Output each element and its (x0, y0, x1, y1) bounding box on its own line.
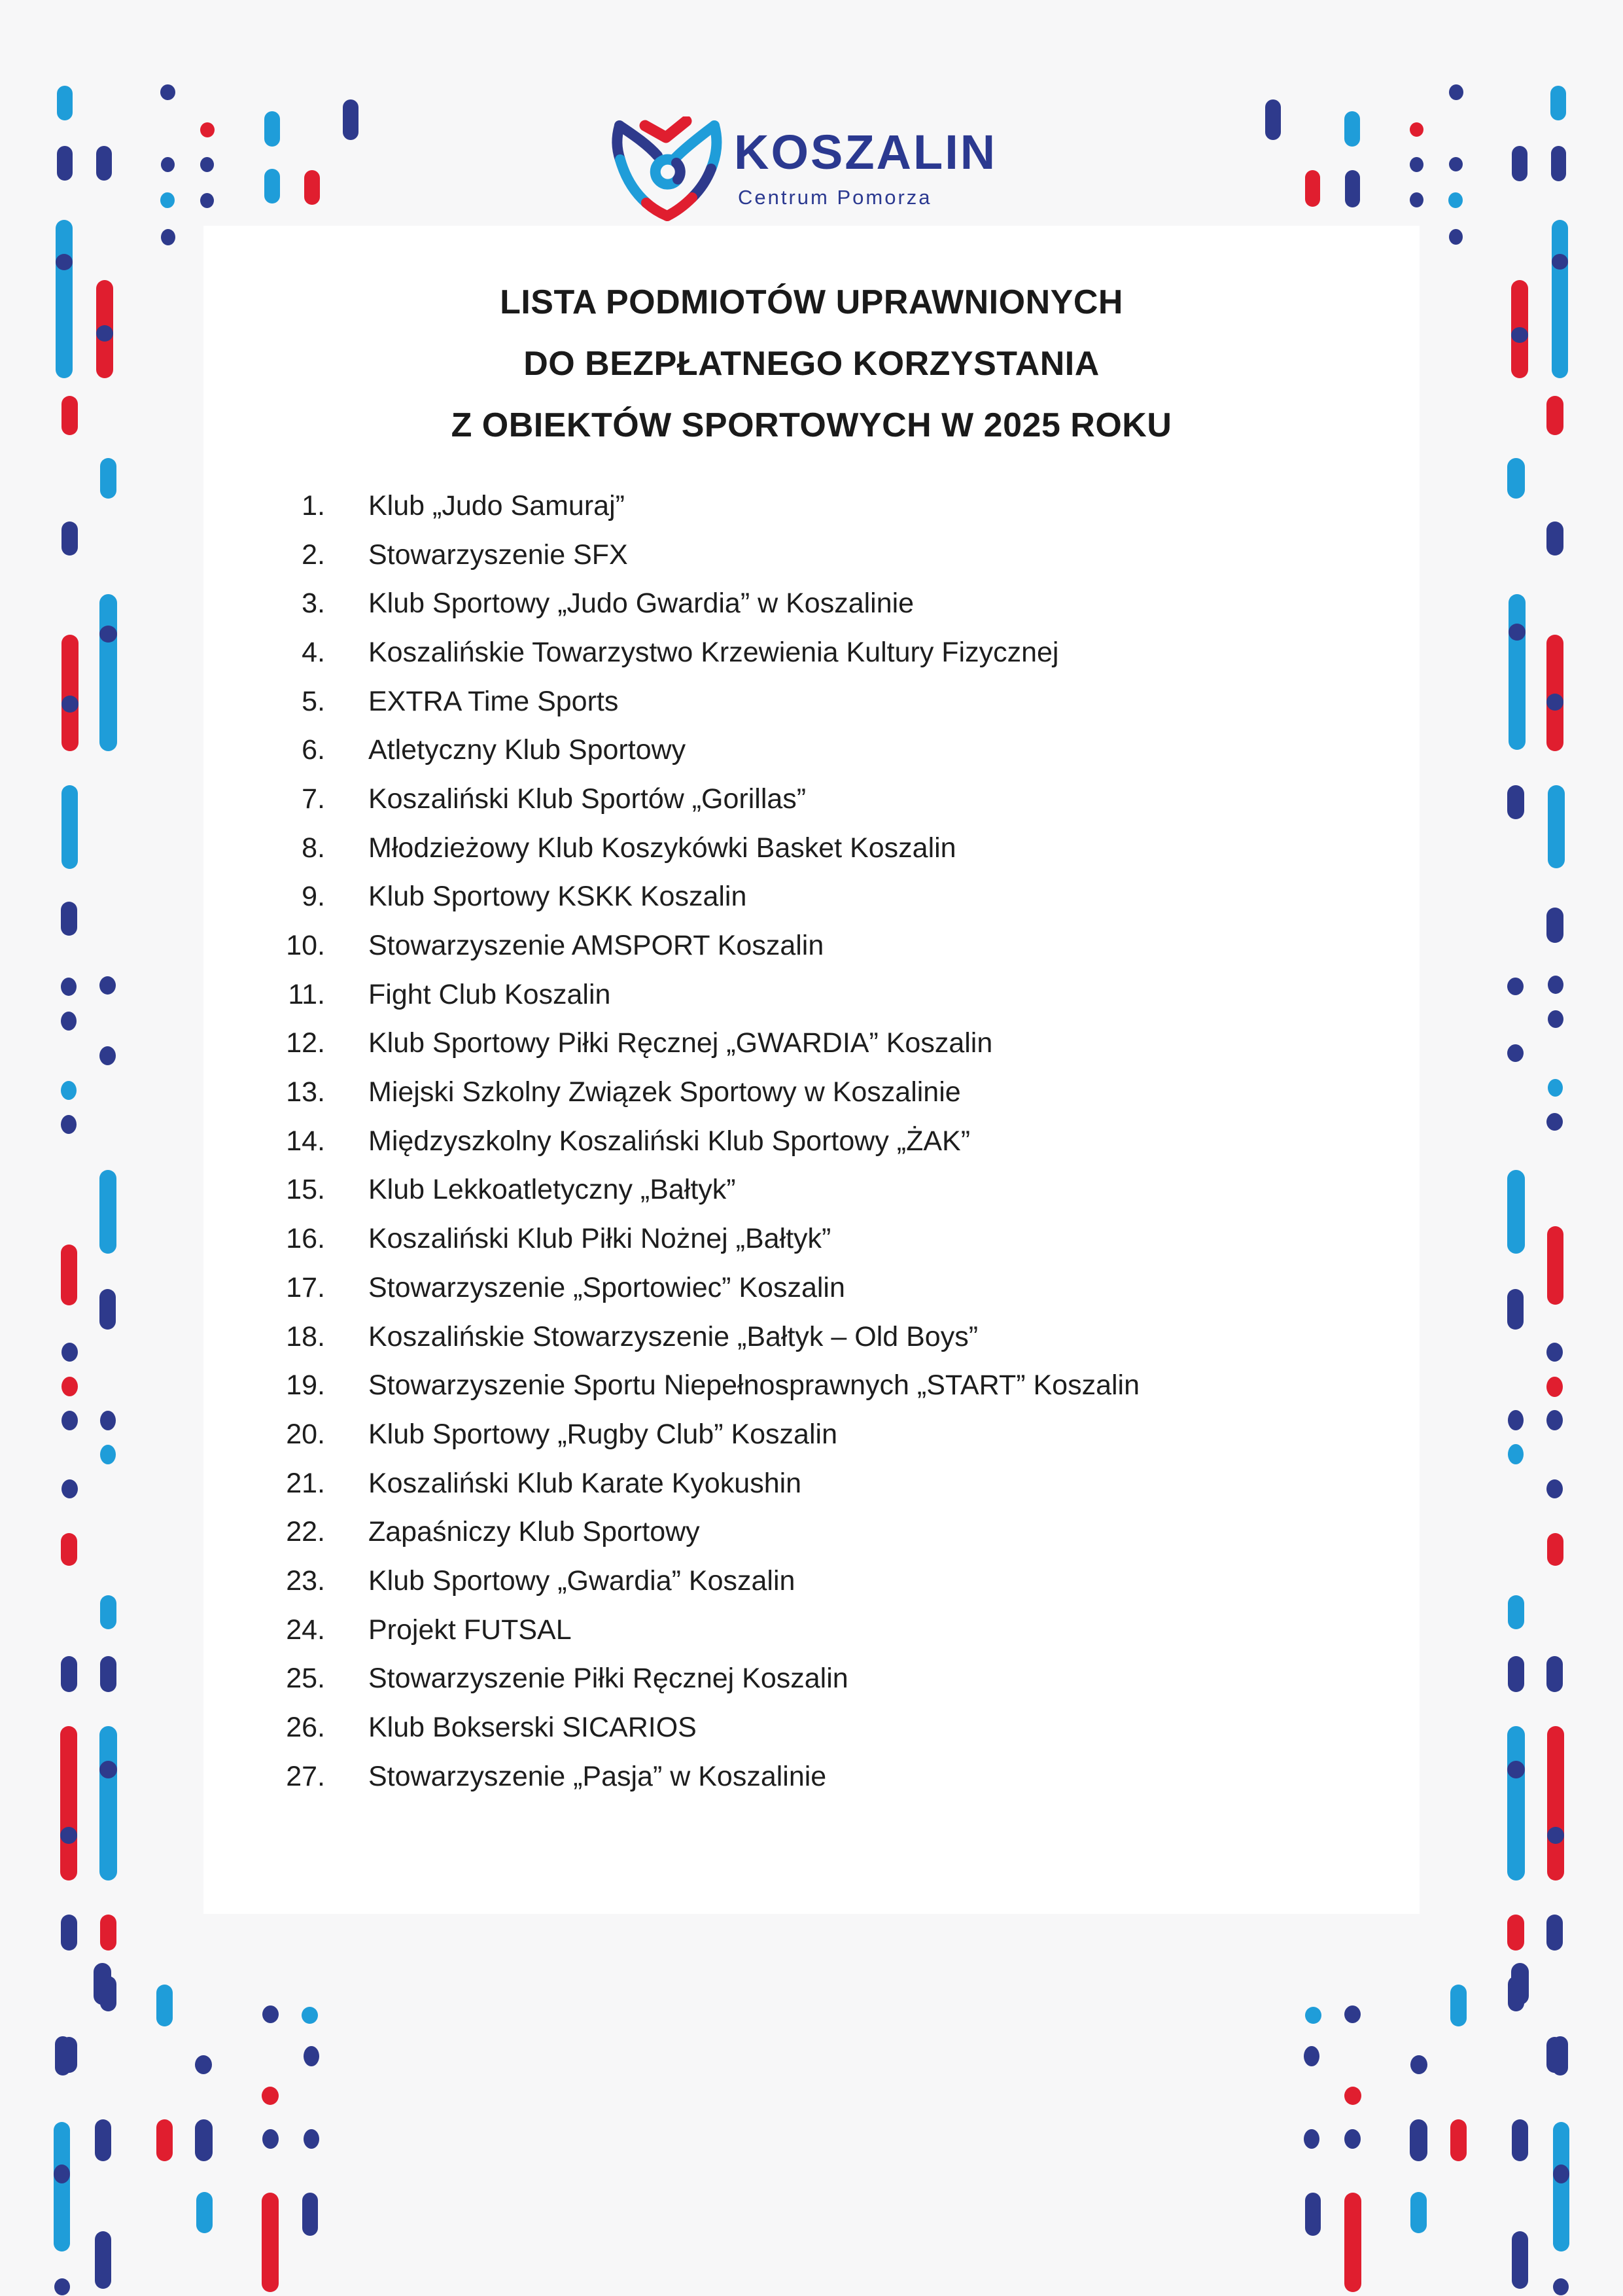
list-item-number: 2. (302, 539, 325, 571)
list-item-name: Koszaliński Klub Sportów „Gorillas” (368, 783, 807, 815)
decoration-pill (1344, 2193, 1361, 2292)
decoration-pill (61, 1915, 77, 1951)
decoration-dot (1449, 84, 1463, 100)
list-item-name: Międzyszkolny Koszaliński Klub Sportowy „ŻAK” (368, 1125, 971, 1157)
list-item (0, 824, 1623, 873)
list-item-number: 14. (286, 1125, 325, 1157)
decoration-dot (195, 2055, 212, 2074)
list-item-number: 9. (302, 881, 325, 913)
list-item-name: Fight Club Koszalin (368, 978, 611, 1010)
list-item-number: 11. (288, 978, 325, 1010)
decoration-pill (96, 146, 112, 181)
list-item-name: Koszalińskie Towarzystwo Krzewienia Kultury Fizycznej (368, 636, 1059, 668)
decoration-pill (156, 2119, 173, 2161)
decoration-pill (1410, 2119, 1427, 2161)
list-item-name: Stowarzyszenie AMSPORT Koszalin (368, 930, 824, 962)
list-item-name: Klub Sportowy „Judo Gwardia” w Koszalinie (368, 588, 915, 620)
list-item-number: 1. (302, 489, 325, 521)
decoration-pill (95, 2119, 111, 2161)
decoration-dot (54, 2278, 70, 2295)
list-item-name: Miejski Szkolny Związek Sportowy w Koszalinie (368, 1076, 961, 1108)
list-item (0, 1117, 1623, 1166)
list-item-name: Klub „Judo Samuraj” (368, 489, 625, 521)
list-item-number: 27. (286, 1760, 325, 1792)
decoration-dot (161, 157, 175, 172)
decoration-dot (1410, 157, 1423, 172)
decoration-dot (304, 2129, 319, 2149)
decoration-dot (1410, 122, 1423, 137)
decoration-pill (1345, 170, 1360, 207)
list-item-number: 19. (286, 1369, 325, 1402)
list-item-number: 17. (286, 1271, 325, 1303)
decoration-pill (1512, 146, 1527, 181)
list-item (0, 1508, 1623, 1557)
list-item-number: 25. (286, 1663, 325, 1695)
list-item (0, 970, 1623, 1019)
list-item (0, 579, 1623, 628)
decoration-pill (95, 2231, 111, 2289)
decoration-pill (1512, 2231, 1528, 2289)
decoration-pill (1511, 1963, 1529, 2005)
list-item (0, 677, 1623, 726)
list-item-number: 18. (286, 1320, 325, 1352)
document-title (0, 272, 1623, 456)
decoration-pill (195, 2119, 213, 2161)
decoration-dot (1547, 1827, 1564, 1844)
decoration-pill (1450, 1985, 1467, 2026)
list-item (0, 628, 1623, 677)
decoration-pill (1507, 1915, 1524, 1951)
decoration-dot (1552, 254, 1568, 270)
list-item (0, 1263, 1623, 1313)
list-item-name: Koszaliński Klub Karate Kyokushin (368, 1467, 802, 1499)
list-item-number: 20. (286, 1418, 325, 1450)
list-item-number: 6. (302, 734, 325, 766)
list-item-number: 8. (302, 832, 325, 864)
decoration-dot (200, 193, 214, 208)
decoration-pill (1553, 2122, 1569, 2252)
decoration-dot (1553, 2164, 1569, 2183)
list-item (0, 1655, 1623, 1704)
decoration-dot (200, 157, 214, 172)
decoration-pill (264, 111, 280, 147)
list-item (0, 1703, 1623, 1752)
list-item-name: Stowarzyszenie SFX (368, 539, 628, 571)
list-item-name: Koszalińskie Stowarzyszenie „Bałtyk – Old Boys” (368, 1320, 979, 1352)
decoration-pill (264, 169, 280, 203)
decoration-dot (60, 1827, 77, 1844)
list-item-number: 13. (286, 1076, 325, 1108)
decoration-dot (262, 2129, 279, 2149)
list-item-name: Stowarzyszenie „Sportowiec” Koszalin (368, 1271, 845, 1303)
decoration-pill (1265, 99, 1281, 140)
decoration-dot (1304, 2129, 1319, 2149)
decoration-pill (1551, 146, 1566, 181)
decoration-pill (302, 2193, 318, 2236)
list-item-name: Atletyczny Klub Sportowy (368, 734, 686, 766)
list-item-name: Klub Bokserski SICARIOS (368, 1712, 697, 1744)
decoration-dot (304, 2046, 319, 2066)
decoration-dot (54, 2164, 70, 2183)
decoration-dot (1553, 2278, 1569, 2295)
decoration-pill (1305, 2193, 1321, 2236)
list-item-name: EXTRA Time Sports (368, 685, 619, 717)
list-item-name: Stowarzyszenie Sportu Niepełnosprawnych „START” Koszalin (368, 1369, 1140, 1402)
decoration-pill (55, 2036, 71, 2075)
decoration-pill (196, 2192, 213, 2233)
list-item (0, 921, 1623, 970)
logo-wordmark: KOSZALIN (734, 125, 998, 179)
list-item-number: 7. (302, 783, 325, 815)
decoration-dot (1449, 157, 1463, 171)
list-item-number: 4. (302, 636, 325, 668)
decoration-pill (57, 146, 73, 181)
list-item (0, 1557, 1623, 1606)
list-item (0, 1361, 1623, 1410)
list-item-name: Projekt FUTSAL (368, 1614, 572, 1646)
decoration-pill (54, 2122, 70, 2252)
list-item-number: 16. (286, 1223, 325, 1255)
decoration-dot (1344, 2005, 1361, 2023)
decoration-pill (1552, 2036, 1568, 2075)
list-item-number: 15. (286, 1174, 325, 1206)
list-item (0, 1068, 1623, 1117)
decoration-dot (1304, 2046, 1319, 2066)
decoration-pill (1550, 86, 1566, 120)
list-item (0, 1606, 1623, 1655)
decoration-dot (1410, 192, 1423, 207)
decoration-dot (56, 254, 73, 270)
list-item (0, 1313, 1623, 1362)
list-item-name: Klub Sportowy „Gwardia” Koszalin (368, 1564, 795, 1597)
decoration-dot (1448, 192, 1463, 208)
title-line-2: DO BEZPŁATNEGO KORZYSTANIA (523, 345, 1100, 383)
koszalin-crest-icon (612, 116, 723, 221)
decoration-dot (262, 2087, 279, 2105)
decoration-pill (1305, 170, 1320, 207)
list-item-number: 23. (286, 1564, 325, 1597)
decoration-pill (343, 99, 358, 140)
decoration-dot (1305, 2007, 1321, 2024)
decoration-pill (1410, 2192, 1427, 2233)
decoration-pill (1546, 1915, 1563, 1951)
decoration-dot (262, 2005, 279, 2023)
clubs-list (0, 482, 1623, 1801)
logo-tagline: Centrum Pomorza (738, 186, 932, 209)
decoration-dot (302, 2007, 318, 2024)
list-item (0, 1019, 1623, 1069)
decoration-pill (94, 1963, 111, 2005)
list-item-name: Klub Sportowy KSKK Koszalin (368, 881, 747, 913)
list-item (0, 482, 1623, 531)
list-item (0, 1410, 1623, 1459)
list-item-name: Klub Sportowy Piłki Ręcznej „GWARDIA” Koszalin (368, 1027, 993, 1059)
list-item-name: Klub Sportowy „Rugby Club” Koszalin (368, 1418, 837, 1450)
list-item-number: 10. (286, 930, 325, 962)
decoration-pill (57, 86, 73, 120)
list-item (0, 1459, 1623, 1508)
list-item-name: Klub Lekkoatletyczny „Bałtyk” (368, 1174, 736, 1206)
title-line-1: LISTA PODMIOTÓW UPRAWNIONYCH (500, 283, 1123, 321)
list-item-name: Stowarzyszenie Piłki Ręcznej Koszalin (368, 1663, 848, 1695)
decoration-dot (1410, 2055, 1427, 2074)
decoration-dot (1344, 2087, 1361, 2105)
list-item-number: 26. (286, 1712, 325, 1744)
list-item (0, 775, 1623, 824)
list-item (0, 1752, 1623, 1801)
decoration-dot (200, 122, 215, 137)
decoration-pill (100, 1915, 116, 1951)
decoration-dot (1449, 229, 1463, 245)
list-item (0, 726, 1623, 775)
decoration-pill (1512, 2119, 1528, 2161)
list-item-name: Zapaśniczy Klub Sportowy (368, 1516, 700, 1548)
list-item (0, 1166, 1623, 1215)
list-item-number: 21. (286, 1467, 325, 1499)
list-item-number: 12. (286, 1027, 325, 1059)
title-line-3: Z OBIEKTÓW SPORTOWYCH W 2025 ROKU (451, 406, 1172, 444)
decoration-dot (161, 229, 175, 245)
list-item-number: 3. (302, 588, 325, 620)
list-item-name: Stowarzyszenie „Pasja” w Koszalinie (368, 1760, 827, 1792)
list-item-name: Młodzieżowy Klub Koszykówki Basket Koszalin (368, 832, 956, 864)
list-item-number: 22. (286, 1516, 325, 1548)
list-item (0, 873, 1623, 922)
decoration-pill (304, 170, 320, 205)
decoration-pill (156, 1985, 173, 2026)
decoration-dot (160, 84, 175, 100)
decoration-dot (160, 192, 175, 208)
decoration-dot (1344, 2129, 1361, 2149)
list-item (0, 531, 1623, 580)
list-item-number: 5. (302, 685, 325, 717)
list-item-name: Koszaliński Klub Piłki Nożnej „Bałtyk” (368, 1223, 831, 1255)
list-item (0, 1214, 1623, 1263)
decoration-pill (1344, 111, 1360, 147)
decoration-pill (1450, 2119, 1467, 2161)
list-item-number: 24. (286, 1614, 325, 1646)
decoration-pill (262, 2193, 279, 2292)
